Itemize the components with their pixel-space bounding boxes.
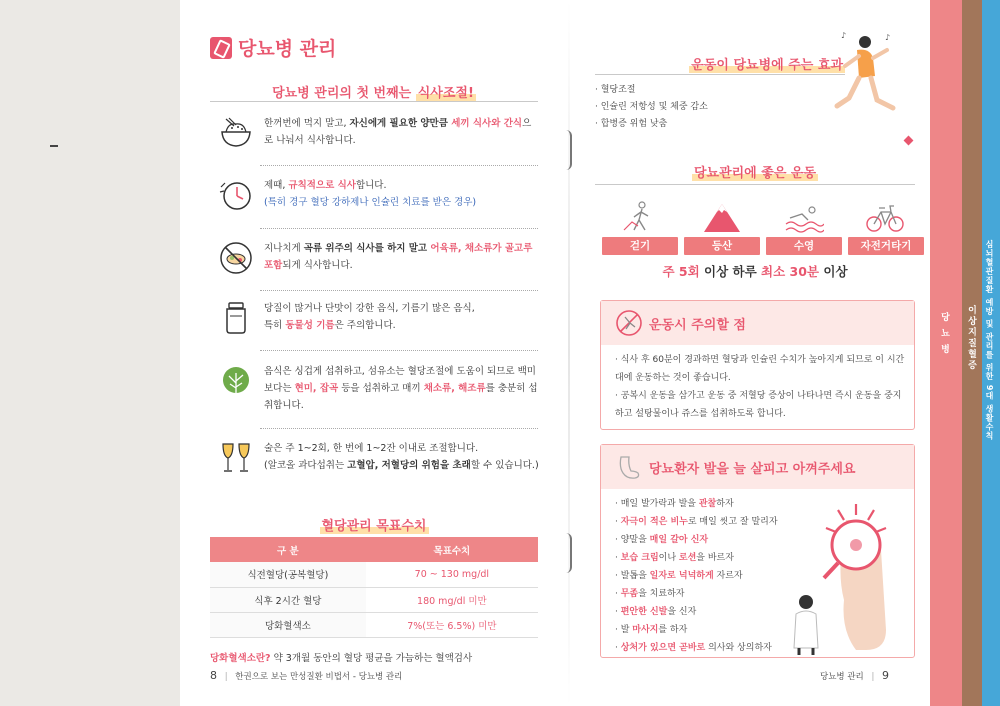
text-segment: 보습 크림 <box>620 553 659 563</box>
table-row <box>210 612 538 637</box>
text-segment: 세끼 식사와 간식 <box>451 118 523 129</box>
table-row <box>210 587 538 612</box>
table-cell: 당화혈색소 <box>210 612 366 637</box>
text-segment: 마사지 <box>632 625 659 635</box>
text-segment: 합니다. <box>355 180 387 191</box>
frequency-minutes: 최소 30분 <box>761 264 820 279</box>
text-segment: 상처가 있으면 곧바로 <box>620 643 706 653</box>
diet-item-text <box>264 115 540 149</box>
side-tab-label: 이상지질혈증 <box>966 305 976 371</box>
exercise-caution-box <box>600 300 915 430</box>
caution-list <box>615 351 907 423</box>
no-grain-plate-icon <box>218 240 254 276</box>
foot-care-item <box>615 639 805 657</box>
text-segment: 은 주의합니다. <box>334 320 396 331</box>
previous-page-edge <box>0 0 180 706</box>
text-segment: 고혈압, 저혈당의 위험을 초래 <box>347 460 471 471</box>
caution-heading: 운동시 주의할 점 <box>649 317 746 333</box>
jogging-woman-illustration <box>815 28 905 128</box>
hba1c-footnote <box>210 650 472 664</box>
doctor-foot-illustration <box>786 490 911 655</box>
divider <box>595 74 845 75</box>
diet-item-1 <box>218 115 548 151</box>
rice-bowl-icon <box>218 115 254 151</box>
diet-item-2 <box>218 177 548 213</box>
svg-text:♪: ♪ <box>841 31 847 40</box>
text-segment: 의사와 상의하자 <box>705 643 772 653</box>
foot-icon <box>615 453 643 481</box>
diet-heading <box>210 82 538 101</box>
table-header-row <box>210 537 538 562</box>
diet-item-3 <box>218 240 548 276</box>
pencil-icon <box>210 37 232 59</box>
foot-care-heading: 당뇨환자 발을 늘 살피고 아껴주세요 <box>649 461 856 477</box>
text-segment: 자극이 적은 비누 <box>620 517 688 527</box>
divider <box>260 228 538 229</box>
divider <box>260 428 538 429</box>
diet-item-4 <box>218 300 548 336</box>
footnote-text: 약 3개월 동안의 혈당 평균을 가늠하는 혈액검사 <box>270 653 473 664</box>
page-8 <box>180 0 560 706</box>
text-segment: 술은 주 1~2회, 한 번에 1~2잔 이내로 조절합니다. <box>264 443 479 454</box>
foot-care-item <box>615 513 805 531</box>
text-segment: 자신에게 필요한 양만큼 <box>349 118 452 129</box>
exercise-chip-swimming: 수영 <box>766 237 842 255</box>
table-row <box>210 562 538 587</box>
text-segment: 특히 <box>264 320 286 331</box>
table-cell: 70 ~ 130 mg/dl <box>366 562 538 587</box>
diet-heading-prefix: 당뇨병 관리의 첫 번째는 <box>272 86 416 101</box>
text-segment: 매일 갈아 신자 <box>649 535 709 545</box>
diet-item-text <box>264 300 540 334</box>
table-heading-text: 혈당관리 목표수치 <box>321 519 427 534</box>
text-segment: 제때, <box>264 180 289 191</box>
text-segment: 곡류 위주의 식사를 하지 말고 <box>303 243 431 254</box>
wine-glasses-icon <box>218 440 254 476</box>
caution-box-header <box>601 301 914 345</box>
diet-item-text <box>264 240 540 274</box>
frequency-text: 이상 하루 <box>699 264 762 279</box>
text-segment: · 발톱을 <box>615 571 650 581</box>
text-segment: 일자로 넉넉하게 <box>649 571 714 581</box>
text-segment: · 양말을 <box>615 535 650 545</box>
table-cell: 7%(또는 6.5%) 미만 <box>366 612 538 637</box>
text-segment: · <box>615 553 621 563</box>
effect-item: · 합병증 위험 낮춤 <box>595 119 668 129</box>
divider <box>210 101 538 102</box>
foot-care-item <box>615 603 805 621</box>
diet-item-text <box>264 177 540 211</box>
foot-care-list <box>615 495 805 657</box>
text-segment: 한꺼번에 먹지 말고, <box>264 118 350 129</box>
page-title-text: 당뇨병 관리 <box>238 38 337 60</box>
table-cell: 식전혈당(공복혈당) <box>210 562 366 587</box>
foot-care-item <box>615 531 805 549</box>
divider <box>260 165 538 166</box>
clock-icon <box>218 177 254 213</box>
no-exercise-icon <box>615 309 643 337</box>
text-segment: 등을 섭취하고 매끼 <box>338 383 424 394</box>
diet-item-text <box>264 440 548 474</box>
swimming-icon <box>784 200 824 234</box>
side-tab-label: 당 뇨 병 <box>939 312 949 356</box>
decorative-diamond <box>904 136 914 146</box>
text-segment: 관찰 <box>698 499 717 509</box>
column-header: 목표수치 <box>366 537 538 562</box>
side-tab-label: 심뇌혈관질환 예방 및 관리를 위한 9대 생활수칙 <box>985 240 994 441</box>
text-segment: · <box>615 607 621 617</box>
text-segment: 을 신자 <box>667 607 697 617</box>
blood-sugar-target-table <box>210 537 538 638</box>
effect-item: · 혈당조절 <box>595 85 636 95</box>
exercise-chip-cycling: 자전거타기 <box>848 237 924 255</box>
vegetable-icon <box>218 363 254 399</box>
text-segment: 할 수 있습니다.) <box>470 460 539 471</box>
text-segment: 편안한 신발 <box>620 607 668 617</box>
text-segment: 으로 나눠서 식사합니다. <box>264 118 532 146</box>
text-segment: 되게 식사합니다. <box>282 260 353 271</box>
exercise-effects-list <box>595 82 708 133</box>
text-segment: 을 치료하자 <box>638 589 685 599</box>
side-tab-dyslipidemia[interactable] <box>962 0 982 706</box>
caution-item: · 공복시 운동을 삼가고 운동 중 저혈당 증상이 나타나면 즉시 운동을 중지하고 설탕물이나 쥬스를 섭취하도록 합니다. <box>615 391 902 419</box>
diet-item-text <box>264 363 544 414</box>
text-segment: · 매일 발가락과 발을 <box>615 499 699 509</box>
page-number: 9 <box>882 669 890 682</box>
text-segment: 로 매일 씻고 잘 말리자 <box>687 517 778 527</box>
divider <box>260 290 538 291</box>
text-segment: 를 충분히 섭취합니다. <box>264 383 538 411</box>
text-segment: 무좀 <box>620 589 639 599</box>
page-title <box>210 34 336 61</box>
text-segment: 하자 <box>716 499 734 509</box>
diet-item-6 <box>218 440 548 476</box>
walking-icon <box>620 200 660 234</box>
exercise-effect-heading <box>605 54 845 73</box>
page-footer-left: 8 | 한권으로 보는 만성질환 비법서 - 당뇨병 관리 <box>210 669 403 682</box>
svg-text:♪: ♪ <box>885 33 891 42</box>
text-segment: (특히 경구 혈당 강하제나 인슐린 치료를 받은 경우) <box>264 197 477 208</box>
foot-care-item <box>615 495 805 513</box>
text-segment: 를 하자 <box>658 625 688 635</box>
text-segment: 음식은 싱겁게 섭취하고, 섬유소는 혈당조절에 도움이 되므로 백미보다는 <box>264 366 536 394</box>
divider <box>595 184 915 185</box>
text-segment: 이나 <box>658 553 679 563</box>
side-tab-lifestyle-rules[interactable] <box>982 0 1000 706</box>
margin-mark <box>50 145 58 147</box>
effect-item: · 인슐린 저항성 및 체중 감소 <box>595 102 708 112</box>
frequency-days: 주 5회 <box>662 264 700 279</box>
foot-care-item <box>615 549 805 567</box>
text-segment: · <box>615 643 621 653</box>
foot-care-item <box>615 585 805 603</box>
book-spread <box>180 0 930 706</box>
text-segment: (알코올 과다섭취는 <box>264 460 348 471</box>
text-segment: 동물성 기름 <box>285 320 335 331</box>
jar-icon <box>218 300 254 336</box>
good-exercise-heading-text: 당뇨관리에 좋은 운동 <box>693 166 817 181</box>
text-segment: 당질이 많거나 단맛이 강한 음식, 기름기 많은 음식, <box>264 303 475 314</box>
diet-heading-highlight: 식사조절! <box>417 86 474 101</box>
footer-text: 한권으로 보는 만성질환 비법서 - 당뇨병 관리 <box>235 672 403 682</box>
text-segment: 자르자 <box>713 571 743 581</box>
text-segment: 로션 <box>678 553 697 563</box>
table-cell: 식후 2시간 혈당 <box>210 587 366 612</box>
footnote-label: 당화혈색소란? <box>210 653 271 664</box>
exercise-chip-walking: 걷기 <box>602 237 678 255</box>
text-segment: 규칙적으로 식사 <box>288 180 356 191</box>
text-segment: · <box>615 589 621 599</box>
table-heading <box>210 515 538 534</box>
caution-item: · 식사 후 60분이 경과하면 혈당과 인슐린 수치가 높아지게 되므로 이 시간대에 운동하는 것이 좋습니다. <box>615 355 905 383</box>
divider <box>260 350 538 351</box>
exercise-chip-hiking: 등산 <box>684 237 760 255</box>
foot-care-box <box>600 444 915 658</box>
text-segment: · 발 <box>615 625 633 635</box>
page-footer-right: 당뇨병 관리 | 9 <box>820 669 890 682</box>
foot-care-box-header <box>601 445 914 489</box>
text-segment: · <box>615 517 621 527</box>
diet-item-5 <box>218 363 548 414</box>
table-cell: 180 mg/dl 미만 <box>366 587 538 612</box>
foot-care-item <box>615 621 805 639</box>
page-9 <box>565 0 930 706</box>
text-segment: 지나치게 <box>264 243 304 254</box>
good-exercise-heading <box>595 162 915 181</box>
text-segment: 채소류, 해조류 <box>423 383 486 394</box>
mountain-icon <box>702 200 742 234</box>
text-segment: 현미, 잡곡 <box>294 383 339 394</box>
exercise-effect-heading-text: 운동이 당뇨병에 주는 효과 <box>691 58 843 73</box>
frequency-text: 이상 <box>819 264 848 279</box>
side-tab-diabetes[interactable] <box>930 0 962 706</box>
text-segment: 을 바르자 <box>696 553 734 563</box>
foot-care-item <box>615 567 805 585</box>
text-segment: 어육류, 채소류가 골고루 포함 <box>264 243 533 271</box>
footer-text: 당뇨병 관리 <box>820 672 864 682</box>
exercise-frequency <box>595 262 915 280</box>
page-number: 8 <box>210 669 217 682</box>
column-header: 구 분 <box>210 537 366 562</box>
bicycle-icon <box>865 200 905 234</box>
